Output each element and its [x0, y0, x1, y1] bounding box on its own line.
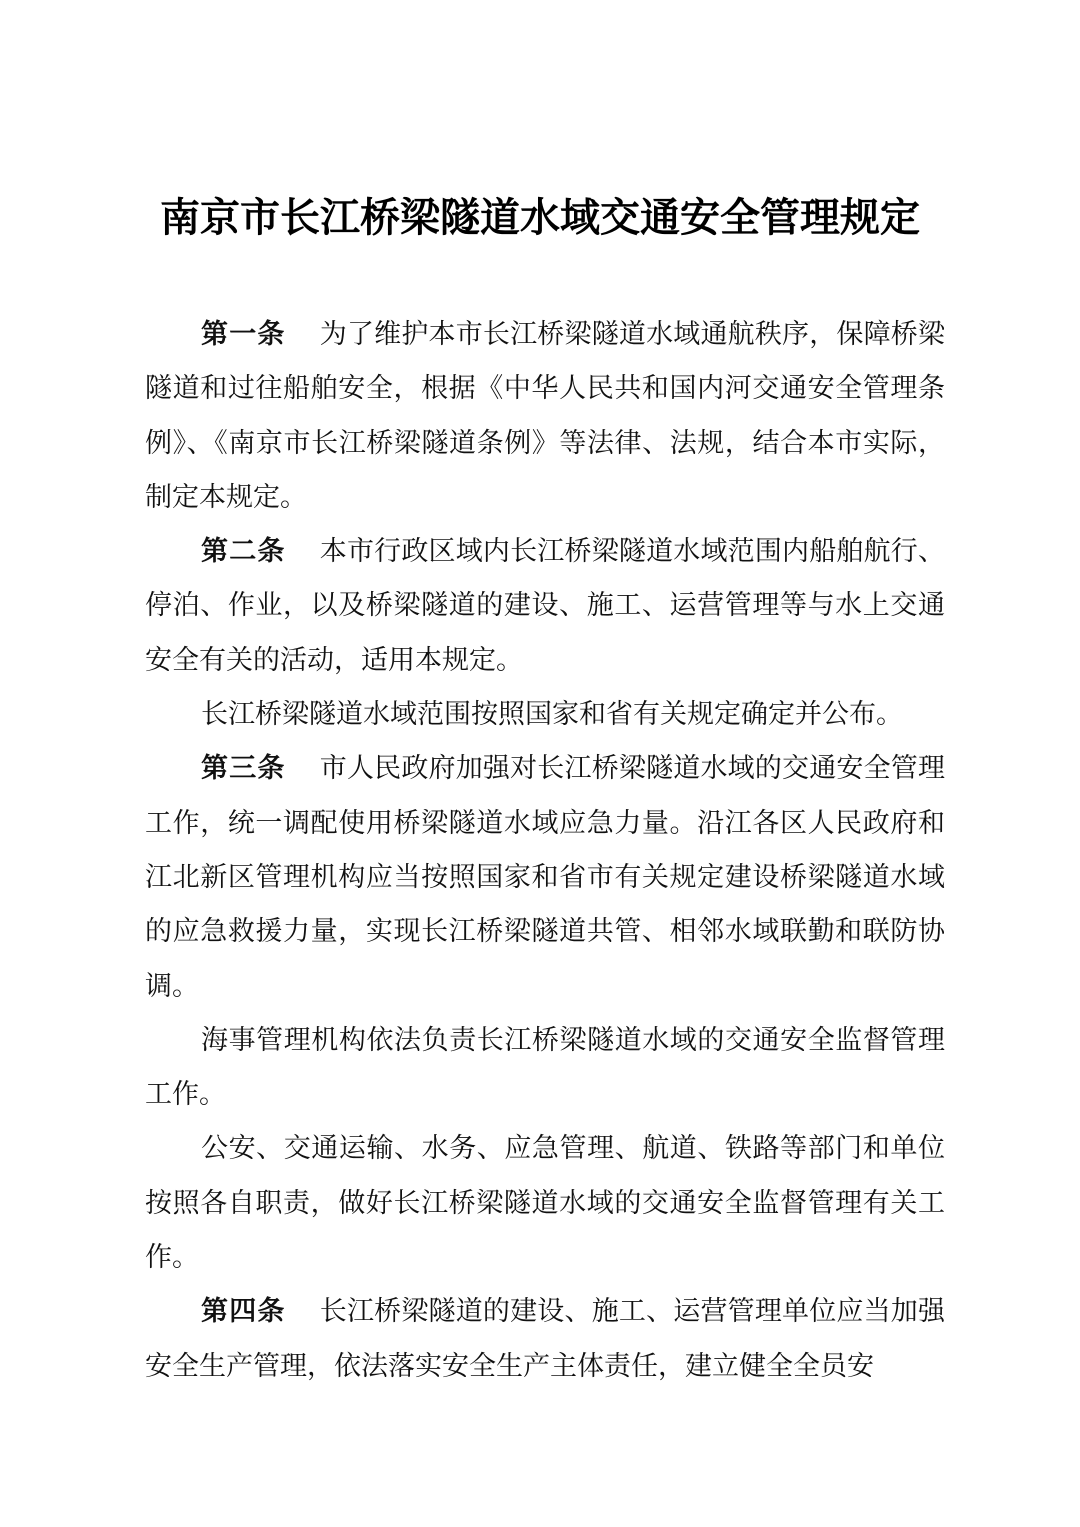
paragraph-article-3 — [145, 742, 945, 1013]
paragraph-text: 本市行政区域内长江桥梁隧道水域范围内船舶航行、停泊、作业，以及桥梁隧道的建设、施工、运营管理等与水上交通安全有关的活动，适用本规定。 — [145, 536, 946, 676]
article-number: 第二条 — [201, 536, 286, 568]
article-number: 第三条 — [201, 753, 286, 785]
paragraph-text: 长江桥梁隧道的建设、施工、运营管理单位应当加强安全生产管理，依法落实安全生产主体责任，建立健全全员安 — [145, 1296, 946, 1382]
paragraph-article-2-clause-2 — [145, 688, 945, 742]
paragraph-article-1 — [145, 308, 945, 525]
paragraph-text: 长江桥梁隧道水域范围按照国家和省有关规定确定并公布。 — [201, 699, 903, 731]
article-number: 第四条 — [201, 1296, 286, 1328]
paragraph-article-3-clause-3 — [145, 1122, 945, 1285]
document-title: 南京市长江桥梁隧道水域交通安全管理规定 — [160, 194, 920, 241]
document-body — [145, 308, 945, 1394]
paragraph-text: 公安、交通运输、水务、应急管理、航道、铁路等部门和单位按照各自职责，做好长江桥梁隧道水域的交通安全监督管理有关工作。 — [145, 1133, 945, 1274]
paragraph-text: 为了维护本市长江桥梁隧道水域通航秩序，保障桥梁隧道和过往船舶安全，根据《中华人民共和国内河交通安全管理条例》、《南京市长江桥梁隧道条例》等法律、法规，结合本市实际，制定本规定。 — [145, 319, 946, 513]
paragraph-article-3-clause-2 — [145, 1014, 945, 1123]
paragraph-text: 市人民政府加强对长江桥梁隧道水域的交通安全管理工作，统一调配使用桥梁隧道水域应急力量。沿江各区人民政府和江北新区管理机构应当按照国家和省市有关规定建设桥梁隧道水域的应急救援力量，实现长江桥梁隧道共管、相邻水域联勤和联防协调。 — [145, 753, 946, 1002]
paragraph-text: 海事管理机构依法负责长江桥梁隧道水域的交通安全监督管理工作。 — [145, 1024, 945, 1111]
paragraph-article-2 — [145, 525, 945, 688]
article-number: 第一条 — [201, 319, 286, 350]
paragraph-article-4 — [145, 1285, 945, 1394]
